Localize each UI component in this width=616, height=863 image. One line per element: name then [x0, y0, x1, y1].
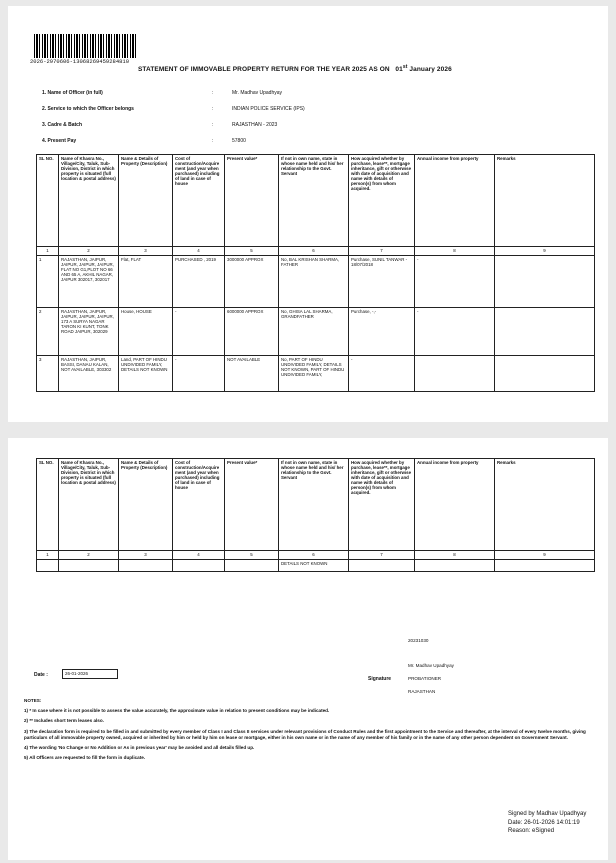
property-table-page-1	[36, 154, 595, 392]
column-number: 5	[225, 551, 279, 560]
info-value: INDIAN POLICE SERVICE (IPS)	[232, 106, 305, 112]
info-value: 57800	[232, 138, 246, 144]
column-number: 3	[119, 551, 173, 560]
esign-reason: Reason: eSigned	[508, 828, 555, 835]
header-cell: How acquired whether by purchase, lease**, mortgage inheritance, gift or otherwise with date of acquisition and name with details of person(s) from whom acquired.	[349, 155, 415, 247]
header-cell: If not in own name, state in whose name held and his/ her relationship to the Govt. Servant	[279, 459, 349, 551]
column-number: 4	[173, 247, 225, 256]
table-cell: RAJASTHAN, JAIPUR, JAIPUR, JAIPUR, JAIPUR, 173 A SURYA NAGAR TARON KI KUNT, TONK ROAD JAIPUR, 302029	[59, 308, 119, 356]
table-cell: -	[415, 256, 495, 308]
note-item: 1) * In case where it is not possible to assess the value accurately, the approximate value in relation to present conditions may be indicated.	[24, 708, 330, 714]
table-cell: House, HOUSE	[119, 308, 173, 356]
column-number: 3	[119, 247, 173, 256]
info-label: 3. Cadre & Batch	[42, 122, 83, 128]
signature-label: Signature	[368, 676, 392, 682]
info-label: 4. Present Pay	[42, 138, 77, 144]
table-cell	[495, 356, 595, 392]
title-month-year: January 2026	[409, 66, 452, 74]
table-cell: 3000000 APPROX	[225, 256, 279, 308]
header-cell: Remarks	[495, 459, 595, 551]
table-header-row	[37, 155, 595, 247]
column-number: 9	[495, 247, 595, 256]
table-cell	[37, 560, 59, 572]
header-cell: SL NO.	[37, 155, 59, 247]
header-cell: Name & Details of Property (Description)	[119, 459, 173, 551]
column-number-row	[37, 551, 595, 560]
header-cell: If not in own name, state in whose name held and his/ her relationship to the Govt. Servant	[279, 155, 349, 247]
column-number: 6	[279, 247, 349, 256]
table-cell	[495, 560, 595, 572]
esign-date: Date: 26-01-2026 14:01:19	[508, 819, 580, 826]
date-label: Date :	[34, 672, 48, 678]
table-cell	[225, 560, 279, 572]
document-page-2	[8, 438, 608, 860]
header-cell: Cost of construction/Acquirement (and year when purchased) including of land in case of house	[173, 459, 225, 551]
note-item: 4) The wording 'No Change or No Addition or As in previous year' may be avoided and all details filled up.	[24, 744, 255, 750]
notes-title: NOTES:	[24, 698, 42, 703]
signature-cadre: RAJASTHAN	[408, 689, 436, 694]
header-cell: How acquired whether by purchase, lease**, mortgage inheritance, gift or otherwise with date of acquisition and name with details of person(s) from whom acquired.	[349, 459, 415, 551]
column-number: 6	[279, 551, 349, 560]
table-cell: No, GHISA LAL SHARMA, GRANDFATHER	[279, 308, 349, 356]
column-number: 2	[59, 551, 119, 560]
table-cell	[59, 560, 119, 572]
info-colon: :	[212, 90, 214, 96]
table-cell: -	[173, 308, 225, 356]
info-value: Mr. Madhav Upadhyay	[232, 90, 283, 96]
table-cell	[495, 256, 595, 308]
table-cell: No, PART OF HINDU UNDIVIDED FAMILY, DETAILS NOT KNOWN, PART OF HINDU UNDIVIDED FAMILY,	[279, 356, 349, 392]
notes-section	[24, 698, 592, 765]
table-cell: DETAILS NOT KNOWN	[279, 560, 349, 572]
column-number-row	[37, 247, 595, 256]
column-number: 1	[37, 551, 59, 560]
table-cell	[349, 560, 415, 572]
header-cell: Cost of construction/Acquirement (and year when purchased) including of land in case of house	[173, 155, 225, 247]
header-cell: Name & Details of Property (Description)	[119, 155, 173, 247]
signature-designation: PROBATIONER	[408, 676, 442, 681]
table-cell: 2	[37, 308, 59, 356]
info-colon: :	[212, 122, 214, 128]
table-cell: 1	[37, 256, 59, 308]
table-cell	[415, 356, 495, 392]
table-cell: 3	[37, 356, 59, 392]
barcode-number: 2026-2970606-13068269459284810	[30, 58, 130, 65]
note-item: 3) The declaration form is required to be filled in and submitted by every member of Class I and Class II services under relevant provisions of Conduct Rules and the first appointment to the Service and thereafter, at the interval of every twelve months, giving particulars of all immovable property owned, acquired or inherited by him or held by him on lease or mortgage, either in his own name or in the name of any member of his family or in the name of any other person dependent on Government Servant.	[24, 728, 586, 740]
header-cell: SL NO.	[37, 459, 59, 551]
note-item: 5) All Officers are requested to fill the form in duplicate.	[24, 755, 146, 761]
table-cell: RAJASTHAN, JAIPUR, BASSI, DANAU KALAN, NOT AVAILABLE, 303302	[59, 356, 119, 392]
table-cell: Flat, FLAT	[119, 256, 173, 308]
header-cell: Annual income from property	[415, 459, 495, 551]
info-label: 2. Service to which the Officer belongs	[42, 106, 134, 112]
table-cell: -	[173, 356, 225, 392]
title-main: STATEMENT OF IMMOVABLE PROPERTY RETURN FOR THE YEAR 2025 AS ON	[138, 66, 390, 74]
date-field: 26-01-2026	[62, 669, 118, 679]
table-cell: Purchase, -,-	[349, 308, 415, 356]
header-cell: Name of Khasra No., Village/City, Taluk, Sub-Division, District in which property is situated (full location & postal address)	[59, 459, 119, 551]
info-label: 1. Name of Officer (in full)	[42, 90, 103, 96]
column-number: 2	[59, 247, 119, 256]
document-title	[138, 64, 452, 73]
table-cell: RAJASTHAN, JAIPUR, JAIPUR, JAIPUR, JAIPUR, FLAT NO G1,PLOT NO 66 AND 65 A, AKHIL NAGAR, JAIPUR 302017, 302017	[59, 256, 119, 308]
header-cell: Annual income from property	[415, 155, 495, 247]
table-cell	[173, 560, 225, 572]
title-day-suffix: st	[402, 64, 408, 70]
column-number: 8	[415, 551, 495, 560]
barcode-image	[34, 34, 138, 58]
signature-id: 20231030	[408, 638, 429, 643]
table-row	[37, 560, 595, 572]
signature-name: Mr. Madhav Upadhyay	[408, 663, 454, 668]
table-cell	[495, 308, 595, 356]
info-colon: :	[212, 138, 214, 144]
property-table-page-2	[36, 458, 595, 572]
header-cell: Name of Khasra No., Village/City, Taluk, Sub-Division, District in which property is situated (full location & postal address)	[59, 155, 119, 247]
table-cell: -	[415, 308, 495, 356]
table-cell	[415, 560, 495, 572]
table-cell: Land, PART OF HINDU UNDIVIDED FAMILY, DETAILS NOT KNOWN	[119, 356, 173, 392]
header-cell: Remarks	[495, 155, 595, 247]
title-day: 01	[395, 66, 403, 74]
info-value: RAJASTHAN - 2023	[232, 122, 278, 128]
column-number: 7	[349, 551, 415, 560]
table-row	[37, 356, 595, 392]
table-cell: 6000000 APPROX	[225, 308, 279, 356]
table-cell: NOT AVAILABLE	[225, 356, 279, 392]
esign-signed-by: Signed by Madhav Upadhyay	[508, 811, 587, 817]
header-cell: Present value*	[225, 155, 279, 247]
column-number: 5	[225, 247, 279, 256]
table-cell: PURCHASED , 2019	[173, 256, 225, 308]
column-number: 4	[173, 551, 225, 560]
column-number: 8	[415, 247, 495, 256]
header-cell: Present value*	[225, 459, 279, 551]
table-cell	[119, 560, 173, 572]
table-header-row	[37, 459, 595, 551]
table-row	[37, 308, 595, 356]
esign-block	[508, 810, 586, 836]
table-row	[37, 256, 595, 308]
note-item: 2) ** Includes short term leases also.	[24, 718, 104, 724]
table-cell: Purchase, SUNIL TANWAR - 18/07/2018	[349, 256, 415, 308]
info-colon: :	[212, 106, 214, 112]
column-number: 1	[37, 247, 59, 256]
column-number: 9	[495, 551, 595, 560]
table-cell: -	[349, 356, 415, 392]
table-cell: No, BAL KRISHAN SHARMA, FATHER	[279, 256, 349, 308]
column-number: 7	[349, 247, 415, 256]
document-page-1	[8, 6, 608, 422]
